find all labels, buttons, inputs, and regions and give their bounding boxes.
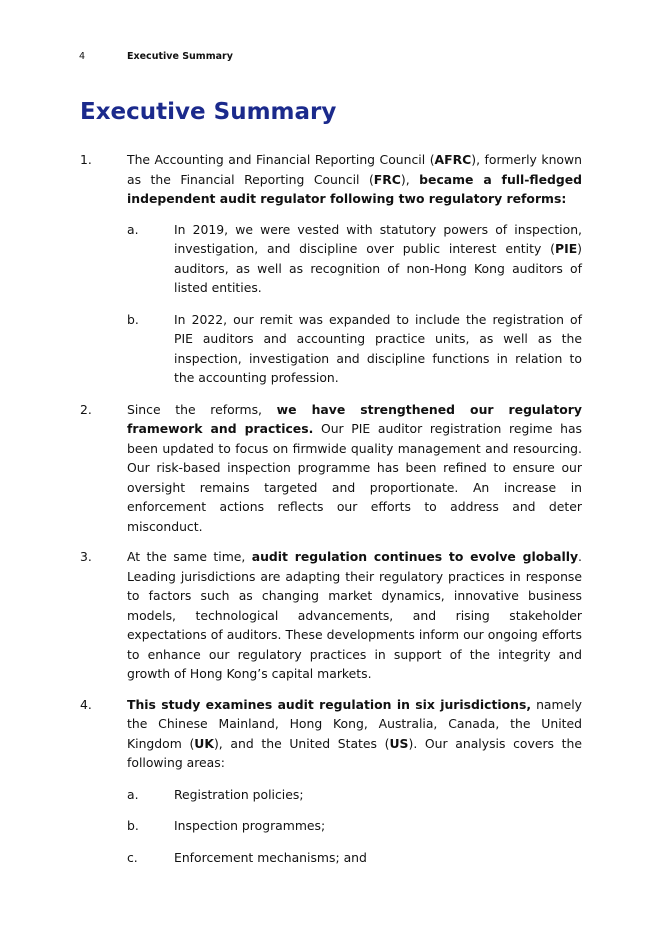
text-run: Our PIE auditor registration regime has been updated to focus on firmwide quality management and resourcing. Our risk-based inspection programme has been refined to ensure our oversight remains targeted and proportionate. An increase in enforcement actions reflects our efforts to address and deter misconduct. xyxy=(127,421,582,534)
text-run: At the same time, xyxy=(127,549,252,564)
text-run: Since the reforms, xyxy=(127,401,277,417)
paragraph-2 xyxy=(80,400,582,537)
list-item-text: Enforcement mechanisms; and xyxy=(174,849,367,865)
bold-run: FRC xyxy=(373,171,401,187)
paragraph-number: 2. xyxy=(80,401,92,417)
text-run: ) auditors, as well as recognition of non-Hong Kong auditors of listed entities. xyxy=(174,241,582,295)
header-section-title: Executive Summary xyxy=(127,51,233,62)
bold-run: PIE xyxy=(555,241,578,256)
bold-run: we have strengthened our regulatory framework and practices. xyxy=(127,401,582,436)
list-item xyxy=(80,848,582,868)
list-item-text: Inspection programmes; xyxy=(174,818,326,833)
bold-run: This study examines audit regulation in six jurisdictions, xyxy=(127,696,532,712)
text-run: namely the Chinese Mainland, Hong Kong, Australia, Canada, the United Kingdom ( xyxy=(127,696,582,751)
paragraph-number: 1. xyxy=(80,152,92,167)
text-run: The Accounting and Financial Reporting Council ( xyxy=(127,152,435,167)
sub-item-letter: b. xyxy=(127,818,139,833)
sub-item-letter: a. xyxy=(127,786,139,802)
bold-run: audit regulation continues to evolve globally xyxy=(251,549,579,564)
sub-item-letter: b. xyxy=(127,311,139,327)
page-title: Executive Summary xyxy=(80,99,337,125)
list-item xyxy=(80,785,582,805)
list-item xyxy=(80,816,582,836)
sub-item-letter: a. xyxy=(127,221,139,237)
text-run: In 2019, we were vested with statutory powers of inspection, investigation, and discipline over public interest entity ( xyxy=(174,221,582,256)
text-run: ), formerly known as the Financial Reporting Council ( xyxy=(127,152,582,187)
text-run: ), and the United States ( xyxy=(213,735,390,751)
paragraph-number: 3. xyxy=(80,549,92,564)
document-body xyxy=(80,150,582,879)
bold-run: AFRC xyxy=(434,152,472,167)
text-run: ), xyxy=(400,171,420,187)
paragraph-number: 4. xyxy=(80,696,92,712)
text-run: . Leading jurisdictions are adapting their regulatory practices in response to factors such as changing market dynamics, innovative business models, technological advancements, and rising stakeholder expectations of auditors. These developments inform our ongoing efforts to enhance our regulatory practices in support of the integrity and growth of Hong Kong’s capital markets. xyxy=(127,549,582,681)
text-run: In 2022, our remit was expanded to include the registration of PIE auditors and accounting practice units, as well as the inspection, investigation and discipline functions in relation to the accounting profession. xyxy=(174,311,582,385)
bold-run: US xyxy=(389,735,409,751)
bold-run: became a full-fledged independent audit regulator following two regulatory reforms: xyxy=(127,171,583,206)
paragraph-1 xyxy=(80,150,582,209)
areas-list xyxy=(80,785,582,868)
sub-item-1a xyxy=(80,220,582,298)
paragraph-4 xyxy=(80,695,582,773)
list-item-text: Registration policies; xyxy=(174,786,304,802)
sub-item-letter: c. xyxy=(127,849,138,865)
paragraph-3 xyxy=(80,547,582,684)
bold-run: UK xyxy=(194,735,214,751)
sub-item-1b xyxy=(80,310,582,388)
text-run: ). Our analysis covers the following areas: xyxy=(127,735,582,770)
page-number: 4 xyxy=(79,51,86,62)
